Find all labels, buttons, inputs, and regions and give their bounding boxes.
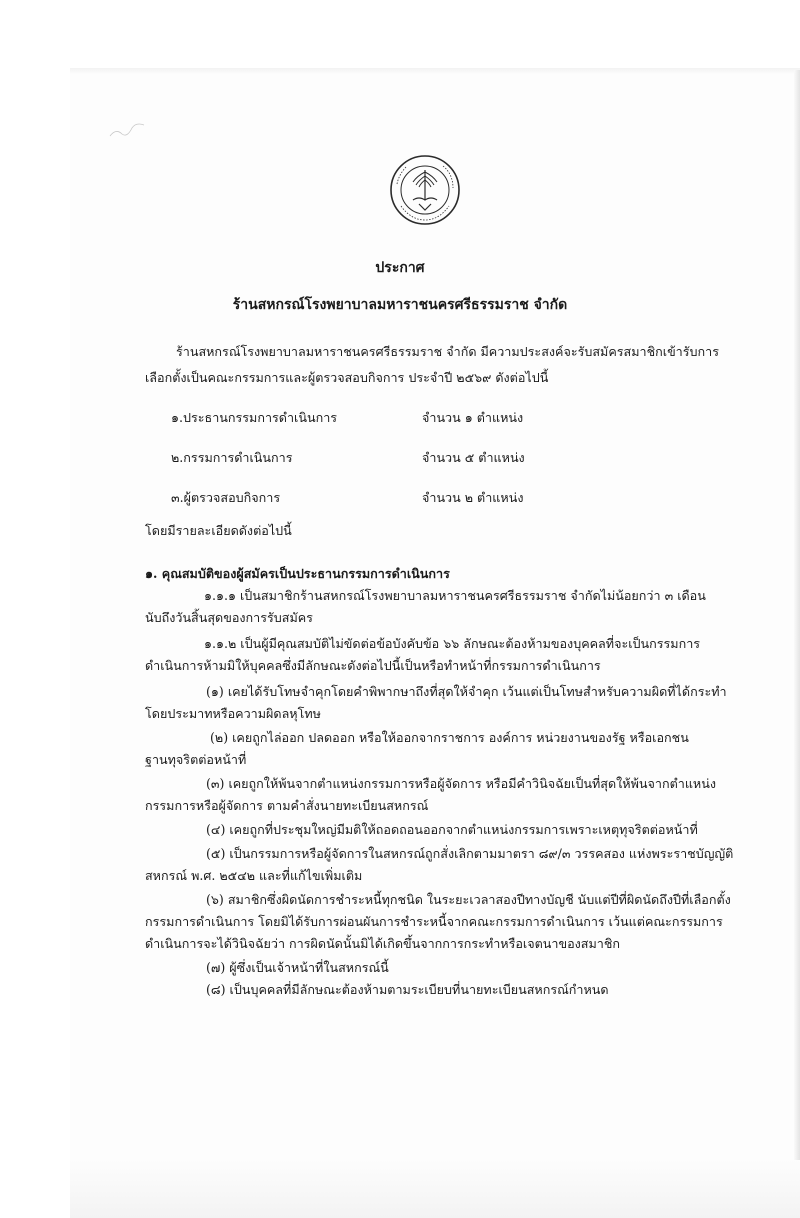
position-name: ๑.ประธานกรรมการดำเนินการ	[171, 410, 338, 425]
intro-line-1: ร้านสหกรณ์โรงพยาบาลมหาราชนครศรีธรรมราช จำกัด มีความประสงค์จะรับสมัครสมาชิกเข้ารับการ	[176, 344, 719, 359]
details-intro: โดยมีรายละเอียดดังต่อไปนี้	[145, 523, 292, 538]
body-line: (๕) เป็นกรรมการหรือผู้จัดการในสหกรณ์ถูกสั่งเลิกตามมาตรา ๘๙/๓ วรรคสอง แห่งพระราชบัญญัติ	[206, 846, 734, 861]
body-line: (๓) เคยถูกให้พ้นจากตำแหน่งกรรมการหรือผู้จัดการ หรือมีคำวินิจฉัยเป็นที่สุดให้พ้นจากตำแหน่ง	[206, 776, 716, 791]
body-line: (๘) เป็นบุคคลที่มีลักษณะต้องห้ามตามระเบียบที่นายทะเบียนสหกรณ์กำหนด	[206, 982, 609, 997]
announcement-title: ประกาศ	[375, 260, 425, 276]
body-line: ๑.๑.๒ เป็นผู้มีคุณสมบัติไม่ขัดต่อข้อบังคับข้อ ๖๖ ลักษณะต้องห้ามของบุคคลที่จะเป็นกรรมการ	[204, 636, 701, 651]
position-name: ๓.ผู้ตรวจสอบกิจการ	[171, 490, 281, 505]
body-line: กรรมการหรือผู้จัดการ ตามคำสั่งนายทะเบียนสหกรณ์	[145, 798, 429, 813]
body-line: ๑.๑.๑ เป็นสมาชิกร้านสหกรณ์โรงพยาบาลมหาราชนครศรีธรรมราช จำกัดไม่น้อยกว่า ๓ เดือน	[204, 588, 706, 603]
body-line: (๗) ผู้ซึ่งเป็นเจ้าหน้าที่ในสหกรณ์นี้	[206, 960, 389, 975]
intro-line-2: เลือกตั้งเป็นคณะกรรมการและผู้ตรวจสอบกิจการ ประจำปี ๒๕๖๙ ดังต่อไปนี้	[145, 370, 549, 385]
body-line: ดำเนินการห้ามมิให้บุคคลซึ่งมีลักษณะดังต่อไปนี้เป็นหรือทำหน้าที่กรรมการดำเนินการ	[145, 658, 601, 673]
body-line: ฐานทุจริตต่อหน้าที่	[145, 752, 247, 767]
body-line: นับถึงวันสิ้นสุดของการรับสมัคร	[145, 610, 313, 625]
body-line: สหกรณ์ พ.ศ. ๒๕๔๒ และที่แก้ไขเพิ่มเติม	[145, 868, 363, 883]
organization-seal-icon	[389, 154, 461, 226]
body-line: (๔) เคยถูกที่ประชุมใหญ่มีมติให้ถอดถอนออกจากตำแหน่งกรรมการเพราะเหตุทุจริตต่อหน้าที่	[206, 822, 698, 837]
position-name: ๒.กรรมการดำเนินการ	[171, 450, 293, 465]
body-line: (๖) สมาชิกซึ่งผิดนัดการชำระหนี้ทุกชนิด ในระยะเวลาสองปีทางบัญชี นับแต่ปีที่ผิดนัดถึงปีที่เลือกตั้ง	[206, 892, 731, 907]
organization-name: ร้านสหกรณ์โรงพยาบาลมหาราชนครศรีธรรมราช จำกัด	[232, 297, 568, 313]
body-line: (๑) เคยได้รับโทษจำคุกโดยคำพิพากษาถึงที่สุดให้จำคุก เว้นแต่เป็นโทษสำหรับความผิดที่ได้กระทำ	[206, 684, 727, 699]
position-amount: จำนวน ๕ ตำแหน่ง	[422, 450, 525, 465]
page-bottom-shade	[70, 1160, 800, 1218]
pencil-mark	[108, 120, 148, 142]
body-line: โดยประมาทหรือความผิดลหุโทษ	[145, 706, 321, 721]
body-line: กรรมการดำเนินการ โดยมิได้รับการผ่อนผันการชำระหนี้จากคณะกรรมการดำเนินการ เว้นแต่คณะกรรมการ	[145, 914, 723, 929]
body-line: ดำเนินการจะได้วินิจฉัยว่า การผิดนัดนั้นมิได้เกิดขึ้นจากการกระทำหรือเจตนาของสมาชิก	[145, 936, 621, 951]
page-edge-shadow	[794, 70, 800, 1218]
section-heading: ๑. คุณสมบัติของผู้สมัครเป็นประธานกรรมการดำเนินการ	[145, 566, 450, 581]
body-line: (๒) เคยถูกไล่ออก ปลดออก หรือให้ออกจากราชการ องค์การ หน่วยงานของรัฐ หรือเอกชน	[210, 730, 689, 745]
position-amount: จำนวน ๑ ตำแหน่ง	[422, 410, 524, 425]
position-amount: จำนวน ๒ ตำแหน่ง	[422, 490, 524, 505]
